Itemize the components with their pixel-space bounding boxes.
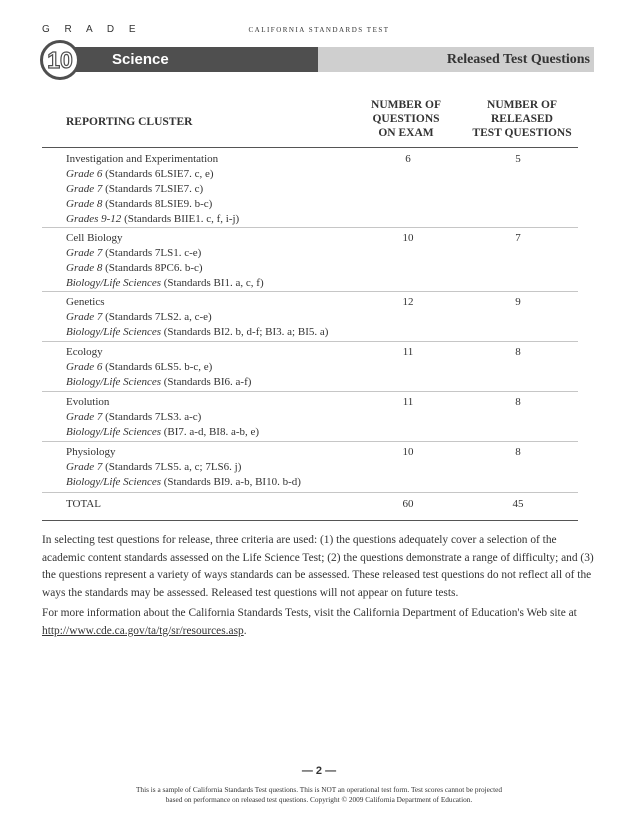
total-released-count: 45 xyxy=(512,498,524,510)
standards-line xyxy=(66,410,259,425)
released-count: 8 xyxy=(515,446,521,458)
test-name: CALIFORNIA STANDARDS TEST xyxy=(248,26,390,34)
total-row xyxy=(66,497,101,512)
table-row xyxy=(66,345,251,390)
standards-line xyxy=(66,475,301,490)
standards-line xyxy=(66,460,301,475)
exam-count: 12 xyxy=(402,296,414,308)
exam-count: 6 xyxy=(405,153,411,165)
standards-text: (Standards 8PC6. b-c) xyxy=(102,262,203,274)
standards-text: (Standards BI9. a-b, BI10. b-d) xyxy=(161,476,301,488)
column-header-cluster: REPORTING CLUSTER xyxy=(66,116,193,128)
grade-level: Biology/Life Sciences xyxy=(66,376,161,388)
table-row xyxy=(66,295,328,340)
standards-line xyxy=(66,197,239,212)
grade-level: Grade 6 xyxy=(66,361,103,373)
standards-text: (Standards BI2. b, d-f; BI3. a; BI5. a) xyxy=(161,326,329,338)
column-header-exam: NUMBER OF QUESTIONS ON EXAM xyxy=(371,99,441,139)
cluster-title: Investigation and Experimentation xyxy=(66,153,219,165)
cluster-title: Physiology xyxy=(66,446,116,458)
standards-text: (Standards 7LS5. a, c; 7LS6. j) xyxy=(102,461,242,473)
standards-line xyxy=(66,182,239,197)
doc-type-title: Released Test Questions xyxy=(446,52,590,67)
more-info-paragraph xyxy=(42,605,598,640)
grade-level: Grade 7 xyxy=(66,461,103,473)
grade-level: Biology/Life Sciences xyxy=(66,476,161,488)
standards-text: (Standards 7LS2. a, c-e) xyxy=(102,311,212,323)
cluster-title: Ecology xyxy=(66,346,103,358)
standards-line xyxy=(66,261,264,276)
page-number: — 2 — xyxy=(301,765,337,777)
grade-label: G R A D E xyxy=(42,24,142,35)
released-count: 5 xyxy=(515,153,521,165)
row-divider xyxy=(42,441,578,442)
grade-level: Grade 7 xyxy=(66,247,103,259)
exam-count: 10 xyxy=(402,446,414,458)
grade-level: Grades 9-12 xyxy=(66,213,122,225)
released-count: 8 xyxy=(515,346,521,358)
exam-count: 11 xyxy=(402,396,414,408)
subject-bar xyxy=(66,47,318,72)
standards-line xyxy=(66,310,328,325)
total-exam-count: 60 xyxy=(402,498,414,510)
standards-text: (Standards 8LSIE9. b-c) xyxy=(102,198,213,210)
table-row xyxy=(66,152,239,227)
release-criteria-paragraph: In selecting test questions for release, three criteria are used: (1) the questions adequately cover a selection of the academic content standards assessed on the Life Science Test; (2) the questions demonstrate a range of difficulty; and (3) the questions represent a variety of ways standards can be assessed. These released test questions do not reflect all of the ways the standards may be assessed. Released test questions will not appear on future tests. xyxy=(42,534,594,599)
total-label: TOTAL xyxy=(66,498,101,510)
standards-text: (Standards 6LSIE7. c, e) xyxy=(102,168,214,180)
standards-line xyxy=(66,425,259,440)
grade-level: Biology/Life Sciences xyxy=(66,426,161,438)
released-count: 8 xyxy=(515,396,521,408)
standards-line xyxy=(66,212,239,227)
standards-line xyxy=(66,167,239,182)
row-divider xyxy=(42,391,578,392)
grade-level: Grade 8 xyxy=(66,198,103,210)
footer-line: based on performance on released test questions. Copyright © 2009 California Department of Education. xyxy=(165,795,473,804)
standards-line xyxy=(66,276,264,291)
standards-text: (Standards BI6. a-f) xyxy=(161,376,252,388)
row-divider xyxy=(42,492,578,493)
more-info-text: For more information about the California Standards Tests, visit the California Department of Education's Web site at xyxy=(42,607,577,619)
table-row xyxy=(66,395,259,440)
released-count: 7 xyxy=(515,232,521,244)
standards-line xyxy=(66,360,251,375)
footer-disclaimer xyxy=(60,785,578,805)
more-info-suffix: . xyxy=(243,624,247,637)
standards-text: (BI7. a-d, BI8. a-b, e) xyxy=(161,426,260,438)
released-count: 9 xyxy=(515,296,521,308)
grade-level: Grade 6 xyxy=(66,168,103,180)
row-divider xyxy=(42,341,578,342)
grade-level: Grade 7 xyxy=(66,411,103,423)
row-divider xyxy=(42,291,578,292)
cde-resources-link[interactable]: http://www.cde.ca.gov/ta/tg/sr/resources.asp xyxy=(42,624,244,637)
cluster-title: Evolution xyxy=(66,396,110,408)
cluster-title: Genetics xyxy=(66,296,105,308)
standards-text: (Standards BI1. a, c, f) xyxy=(161,277,264,289)
standards-text: (Standards 7LSIE7. c) xyxy=(102,183,204,195)
standards-text: (Standards BIIE1. c, f, i-j) xyxy=(121,213,240,225)
exam-count: 11 xyxy=(402,346,414,358)
grade-level: Grade 8 xyxy=(66,262,103,274)
standards-line xyxy=(66,375,251,390)
table-row xyxy=(66,445,301,490)
grade-number: 10 xyxy=(47,47,73,73)
grade-level: Grade 7 xyxy=(66,311,103,323)
grade-level: Biology/Life Sciences xyxy=(66,326,161,338)
table-header-rule xyxy=(42,147,578,148)
standards-text: (Standards 7LS1. c-e) xyxy=(102,247,202,259)
footer-line: This is a sample of California Standards Test questions. This is NOT an operational test form. Test scores cannot be projected xyxy=(135,785,503,794)
table-row xyxy=(66,231,264,291)
standards-line xyxy=(66,246,264,261)
standards-text: (Standards 7LS3. a-c) xyxy=(102,411,202,423)
subject-title: Science xyxy=(112,51,169,68)
standards-text: (Standards 6LS5. b-c, e) xyxy=(102,361,213,373)
table-bottom-rule xyxy=(42,520,578,521)
grade-level: Biology/Life Sciences xyxy=(66,277,161,289)
column-header-released: NUMBER OF RELEASED TEST QUESTIONS xyxy=(472,99,572,139)
cluster-title: Cell Biology xyxy=(66,232,123,244)
grade-level: Grade 7 xyxy=(66,183,103,195)
exam-count: 10 xyxy=(402,232,414,244)
standards-line xyxy=(66,325,328,340)
row-divider xyxy=(42,227,578,228)
